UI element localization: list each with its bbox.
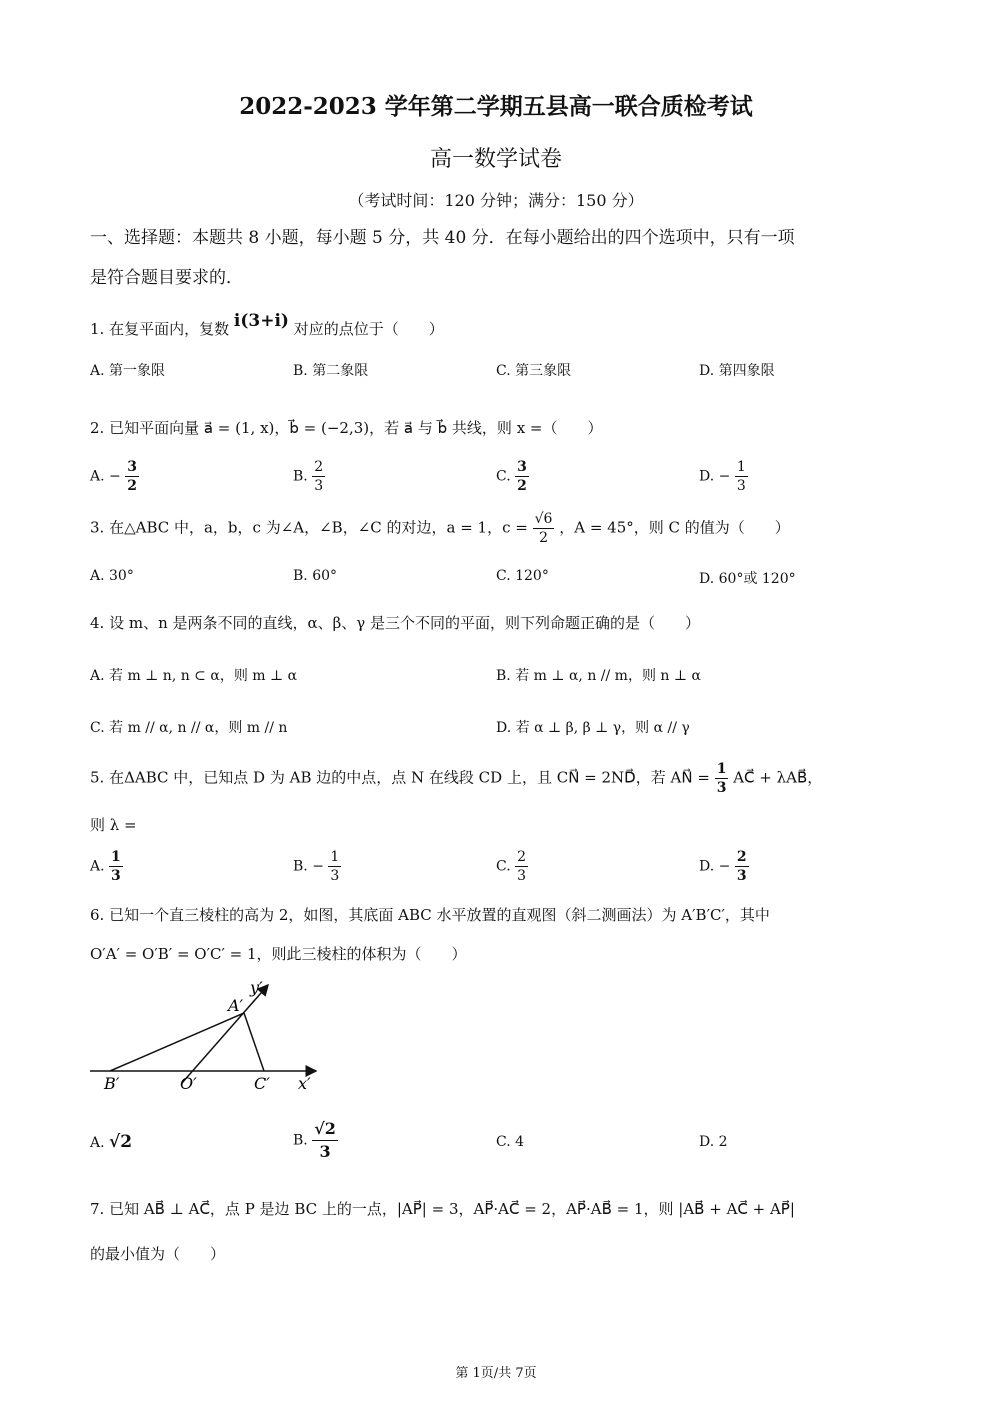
q5-coef-num: 1: [716, 761, 727, 777]
label-a: A′: [228, 996, 244, 1015]
label-x: x′: [298, 1074, 311, 1093]
q2-d-label: D.: [699, 468, 715, 485]
q5-b-den: 3: [330, 868, 340, 884]
q5-option-d: [699, 848, 749, 885]
q2-c-num: 3: [517, 459, 527, 475]
q2-d-sign: −: [718, 468, 731, 485]
q6-b-label: B.: [293, 1132, 308, 1149]
q5-d-num: 2: [736, 849, 747, 865]
q7-line1: 7. 已知 AB⃗ ⊥ AC⃗，点 P 是边 BC 上的一点，|AP⃗| = 3，AP⃗·AC⃗ = 2，AP⃗·AB⃗ = 1，则 |AB⃗ + AC⃗ + AP⃗|: [90, 1200, 795, 1218]
q1-stem-b: 对应的点位于（ ）: [293, 320, 444, 338]
q2-d-den: 3: [736, 478, 746, 494]
segment-a-c: [244, 1013, 264, 1071]
q5-d-den: 3: [736, 868, 747, 884]
q5-d-label: D.: [699, 858, 715, 875]
q2-b-label: B.: [293, 468, 308, 485]
q3-option-d: D. 60°或 120°: [699, 571, 796, 587]
page-footer: 第 1页/共 7页: [455, 1366, 537, 1381]
q5-b-label: B.: [293, 858, 308, 875]
question-5: [90, 760, 822, 797]
q5-c-num: 2: [517, 849, 527, 865]
segment-b-a: [110, 1013, 244, 1071]
q5-a-label: A.: [90, 858, 105, 875]
q2-d-fraction: [735, 458, 748, 495]
q5-d-sign: −: [718, 858, 731, 875]
exam-subtitle: 高一数学试卷: [429, 147, 562, 172]
q1-option-b: B. 第二象限: [293, 363, 369, 379]
q2-option-b: [293, 458, 325, 495]
q3-stem-a: 3. 在△ABC 中，a，b，c 为∠A，∠B，∠C 的对边，a = 1，c =: [90, 518, 528, 537]
q6-option-c: C. 4: [496, 1134, 525, 1150]
q6-figure: [88, 975, 328, 1095]
q5-option-a: [90, 848, 123, 885]
q5-c-fraction: [515, 848, 528, 885]
q6-line2: O′A′ = O′B′ = O′C′ = 1，则此三棱柱的体积为（ ）: [90, 945, 467, 963]
q2-c-den: 2: [517, 478, 527, 494]
q2-c-label: C.: [496, 468, 511, 485]
q2-option-a: [90, 458, 139, 495]
q5-a-fraction: [109, 848, 123, 885]
q5-b-num: 1: [330, 849, 340, 865]
q3-stem-b: ，A = 45°，则 C 的值为（ ）: [559, 518, 790, 537]
q6-line1: 6. 已知一个直三棱柱的高为 2，如图，其底面 ABC 水平放置的直观图（斜二测画法）为 A′B′C′，其中: [90, 906, 770, 924]
q1-stem-a: 1. 在复平面内，复数: [90, 320, 230, 338]
question-1: [90, 311, 444, 339]
q2-option-d: [699, 458, 748, 495]
q6-b-num: √2: [312, 1118, 338, 1141]
q2-b-den: 3: [314, 478, 324, 494]
q6-option-b: [293, 1118, 338, 1163]
section-heading-line2: 是符合题目要求的．: [90, 268, 243, 288]
q6-a-value: √2: [109, 1132, 133, 1152]
q3-option-b: B. 60°: [293, 568, 338, 584]
label-o: O′: [180, 1074, 197, 1093]
q3-c-fraction: [533, 510, 555, 547]
q6-b-den: 3: [319, 1142, 331, 1161]
label-y: y′: [250, 978, 263, 997]
q6-b-fraction: [312, 1118, 338, 1163]
question-2: 2. 已知平面向量 a⃗ = (1, x)，b⃗ = (−2,3)，若 a⃗ 与 b⃗ 共线，则 x =（ ）: [90, 419, 603, 437]
question-3: [90, 510, 790, 547]
q2-a-label: A.: [90, 468, 105, 485]
label-b: B′: [104, 1074, 120, 1093]
question-4: 4. 设 m、n 是两条不同的直线，α、β、γ 是三个不同的平面，则下列命题正确的是（ ）: [90, 614, 701, 632]
q6-option-d: D. 2: [699, 1134, 728, 1150]
q2-a-den: 2: [127, 478, 137, 494]
q5-option-b: [293, 848, 341, 885]
q1-option-c: C. 第三象限: [496, 363, 572, 379]
q2-b-fraction: [312, 458, 325, 495]
q1-option-d: D. 第四象限: [699, 363, 775, 379]
q1-option-a: A. 第一象限: [90, 363, 166, 379]
q2-c-fraction: [515, 458, 529, 495]
q5-a-den: 3: [111, 868, 121, 884]
q4-option-b: B. 若 m ⊥ α, n // m，则 n ⊥ α: [496, 668, 701, 684]
q6-option-a: [90, 1132, 132, 1152]
q6-a-label: A.: [90, 1135, 105, 1151]
q5-coef-fraction: [715, 760, 729, 797]
q5-b-fraction: [328, 848, 341, 885]
q5-d-fraction: [735, 848, 749, 885]
q5-c-label: C.: [496, 858, 511, 875]
q5-option-c: [496, 848, 528, 885]
q2-d-num: 1: [736, 459, 746, 475]
q2-b-num: 2: [314, 459, 324, 475]
q5-a-num: 1: [111, 849, 121, 865]
q5-coef-den: 3: [716, 780, 727, 796]
q3-c-den: 2: [539, 530, 548, 546]
q4-option-d: D. 若 α ⊥ β, β ⊥ γ，则 α // γ: [496, 720, 690, 736]
exam-info: （考试时间：120 分钟；满分：150 分）: [348, 191, 644, 210]
q2-a-num: 3: [127, 459, 137, 475]
q5-stem-a: 5. 在ΔABC 中，已知点 D 为 AB 边的中点，点 N 在线段 CD 上，且 CN⃗ = 2ND⃗，若 AN⃗ =: [90, 768, 710, 787]
q5-stem-b: AC⃗ + λAB⃗，: [733, 768, 823, 787]
q3-option-c: C. 120°: [496, 568, 549, 584]
label-c: C′: [254, 1074, 270, 1093]
q5-stem-c: 则 λ =: [90, 816, 137, 834]
q2-a-fraction: [125, 458, 139, 495]
q3-c-num: √6: [534, 511, 553, 527]
q2-option-c: [496, 458, 529, 495]
section-heading-line1: 一、选择题：本题共 8 小题，每小题 5 分，共 40 分．在每小题给出的四个选项中，只有一项: [90, 228, 795, 248]
q4-option-a: A. 若 m ⊥ n, n ⊂ α，则 m ⊥ α: [90, 668, 298, 684]
q3-option-a: A. 30°: [90, 568, 134, 584]
exam-title: 2022-2023 学年第二学期五县高一联合质检考试: [239, 93, 753, 120]
q5-c-den: 3: [517, 868, 527, 884]
q5-b-sign: −: [312, 858, 324, 875]
q4-option-c: C. 若 m // α, n // α，则 m // n: [90, 720, 288, 736]
q1-expression: i(3+i): [233, 311, 289, 331]
q7-line2: 的最小值为（ ）: [90, 1245, 226, 1263]
q2-a-sign: −: [109, 468, 121, 485]
